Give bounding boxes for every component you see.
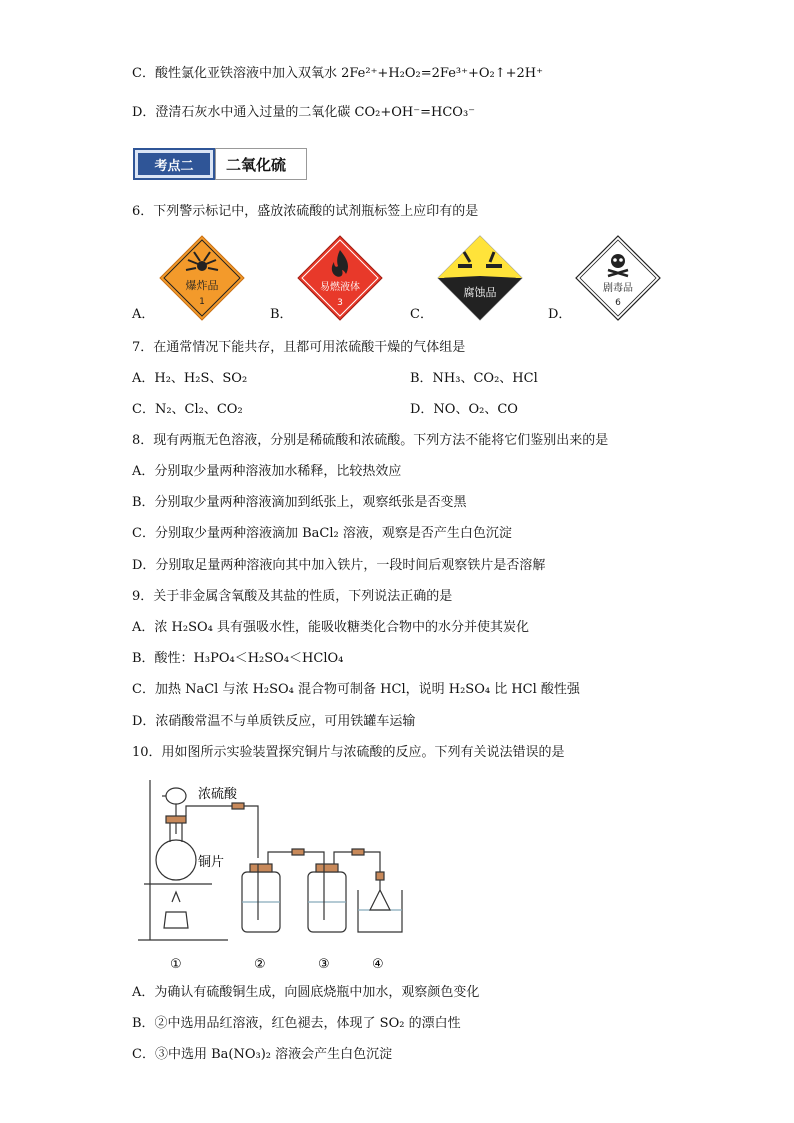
section-tag: 考点二 [133,148,215,180]
option-7b: B．NH₃、CO₂、HCl [410,371,538,386]
option-6d-letter: D． [548,307,572,322]
question-6: 6．下列警示标记中，盛放浓硫酸的试剂瓶标签上应印有的是 [132,204,479,219]
option-7d: D．NO、O₂、CO [410,402,518,417]
option-7c: C．N₂、Cl₂、CO₂ [132,402,243,417]
question-7: 7．在通常情况下能共存，且都可用浓硫酸干燥的气体组是 [132,340,466,355]
option-8c: C．分别取少量两种溶液滴加 BaCl₂ 溶液，观察是否产生白色沉淀 [132,526,512,541]
num-4: ④ [372,957,384,972]
option-9b: B．酸性：H₃PO₄＜H₂SO₄＜HClO₄ [132,651,344,666]
option-6a-letter: A． [132,307,155,322]
question-9: 9．关于非金属含氧酸及其盐的性质，下列说法正确的是 [132,589,453,604]
option-6c-letter: C． [410,307,433,322]
option-6b-letter: B． [270,307,293,322]
option-10c: C．③中选用 Ba(NO₃)₂ 溶液会产生白色沉淀 [132,1047,393,1062]
option-10b: B．②中选用品红溶液，红色褪去，体现了 SO₂ 的漂白性 [132,1016,461,1031]
option-8b: B．分别取少量两种溶液滴加到纸张上，观察纸张是否变黑 [132,495,467,510]
apparatus-diagram [132,772,422,977]
option-9a: A．浓 H₂SO₄ 具有强吸水性，能吸收糖类化合物中的水分并使其炭化 [132,620,529,635]
hazard-sign-toxic [574,234,662,322]
option-7a: A．H₂、H₂S、SO₂ [132,371,248,386]
copper-label: 铜片 [198,855,225,870]
question-10: 10．用如图所示实验装置探究铜片与浓硫酸的反应。下列有关说法错误的是 [132,745,565,760]
hazard-sign-corrosive [436,234,524,322]
acid-label: 浓硫酸 [198,787,238,802]
option-8d: D．分别取足量两种溶液向其中加入铁片，一段时间后观察铁片是否溶解 [132,558,546,573]
option-9c: C．加热 NaCl 与浓 H₂SO₄ 混合物可制备 HCl，说明 H₂SO₄ 比 HCl 酸性强 [132,682,580,697]
num-3: ③ [318,957,330,972]
hazard-sign-explosive [158,234,246,322]
sign-d-num: 6 [615,298,621,308]
sign-d-text: 剧毒品 [603,283,633,294]
option-5c: C．酸性氯化亚铁溶液中加入双氧水 2Fe²⁺+H₂O₂=2Fe³⁺+O₂↑+2H⁺ [132,66,543,81]
sign-a-num: 1 [199,297,205,307]
num-2: ② [254,957,266,972]
sign-b-text: 易燃液体 [320,282,360,293]
option-5d: D．澄清石灰水中通入过量的二氧化碳 CO₂+OH⁻=HCO₃⁻ [132,105,476,120]
option-8a: A．分别取少量两种溶液加水稀释，比较热效应 [132,464,402,479]
sign-c-text: 腐蚀品 [463,286,497,299]
question-8: 8．现有两瓶无色溶液，分别是稀硫酸和浓硫酸。下列方法不能将它们鉴别出来的是 [132,433,609,448]
num-1: ① [170,957,182,972]
sign-a-text: 爆炸品 [185,279,219,292]
hazard-sign-flammable [296,234,384,322]
option-10a: A．为确认有硫酸铜生成，向圆底烧瓶中加水，观察颜色变化 [132,985,480,1000]
sign-b-num: 3 [337,298,343,308]
section-title: 二氧化硫 [215,148,307,180]
option-9d: D．浓硝酸常温不与单质铁反应，可用铁罐车运输 [132,714,416,729]
